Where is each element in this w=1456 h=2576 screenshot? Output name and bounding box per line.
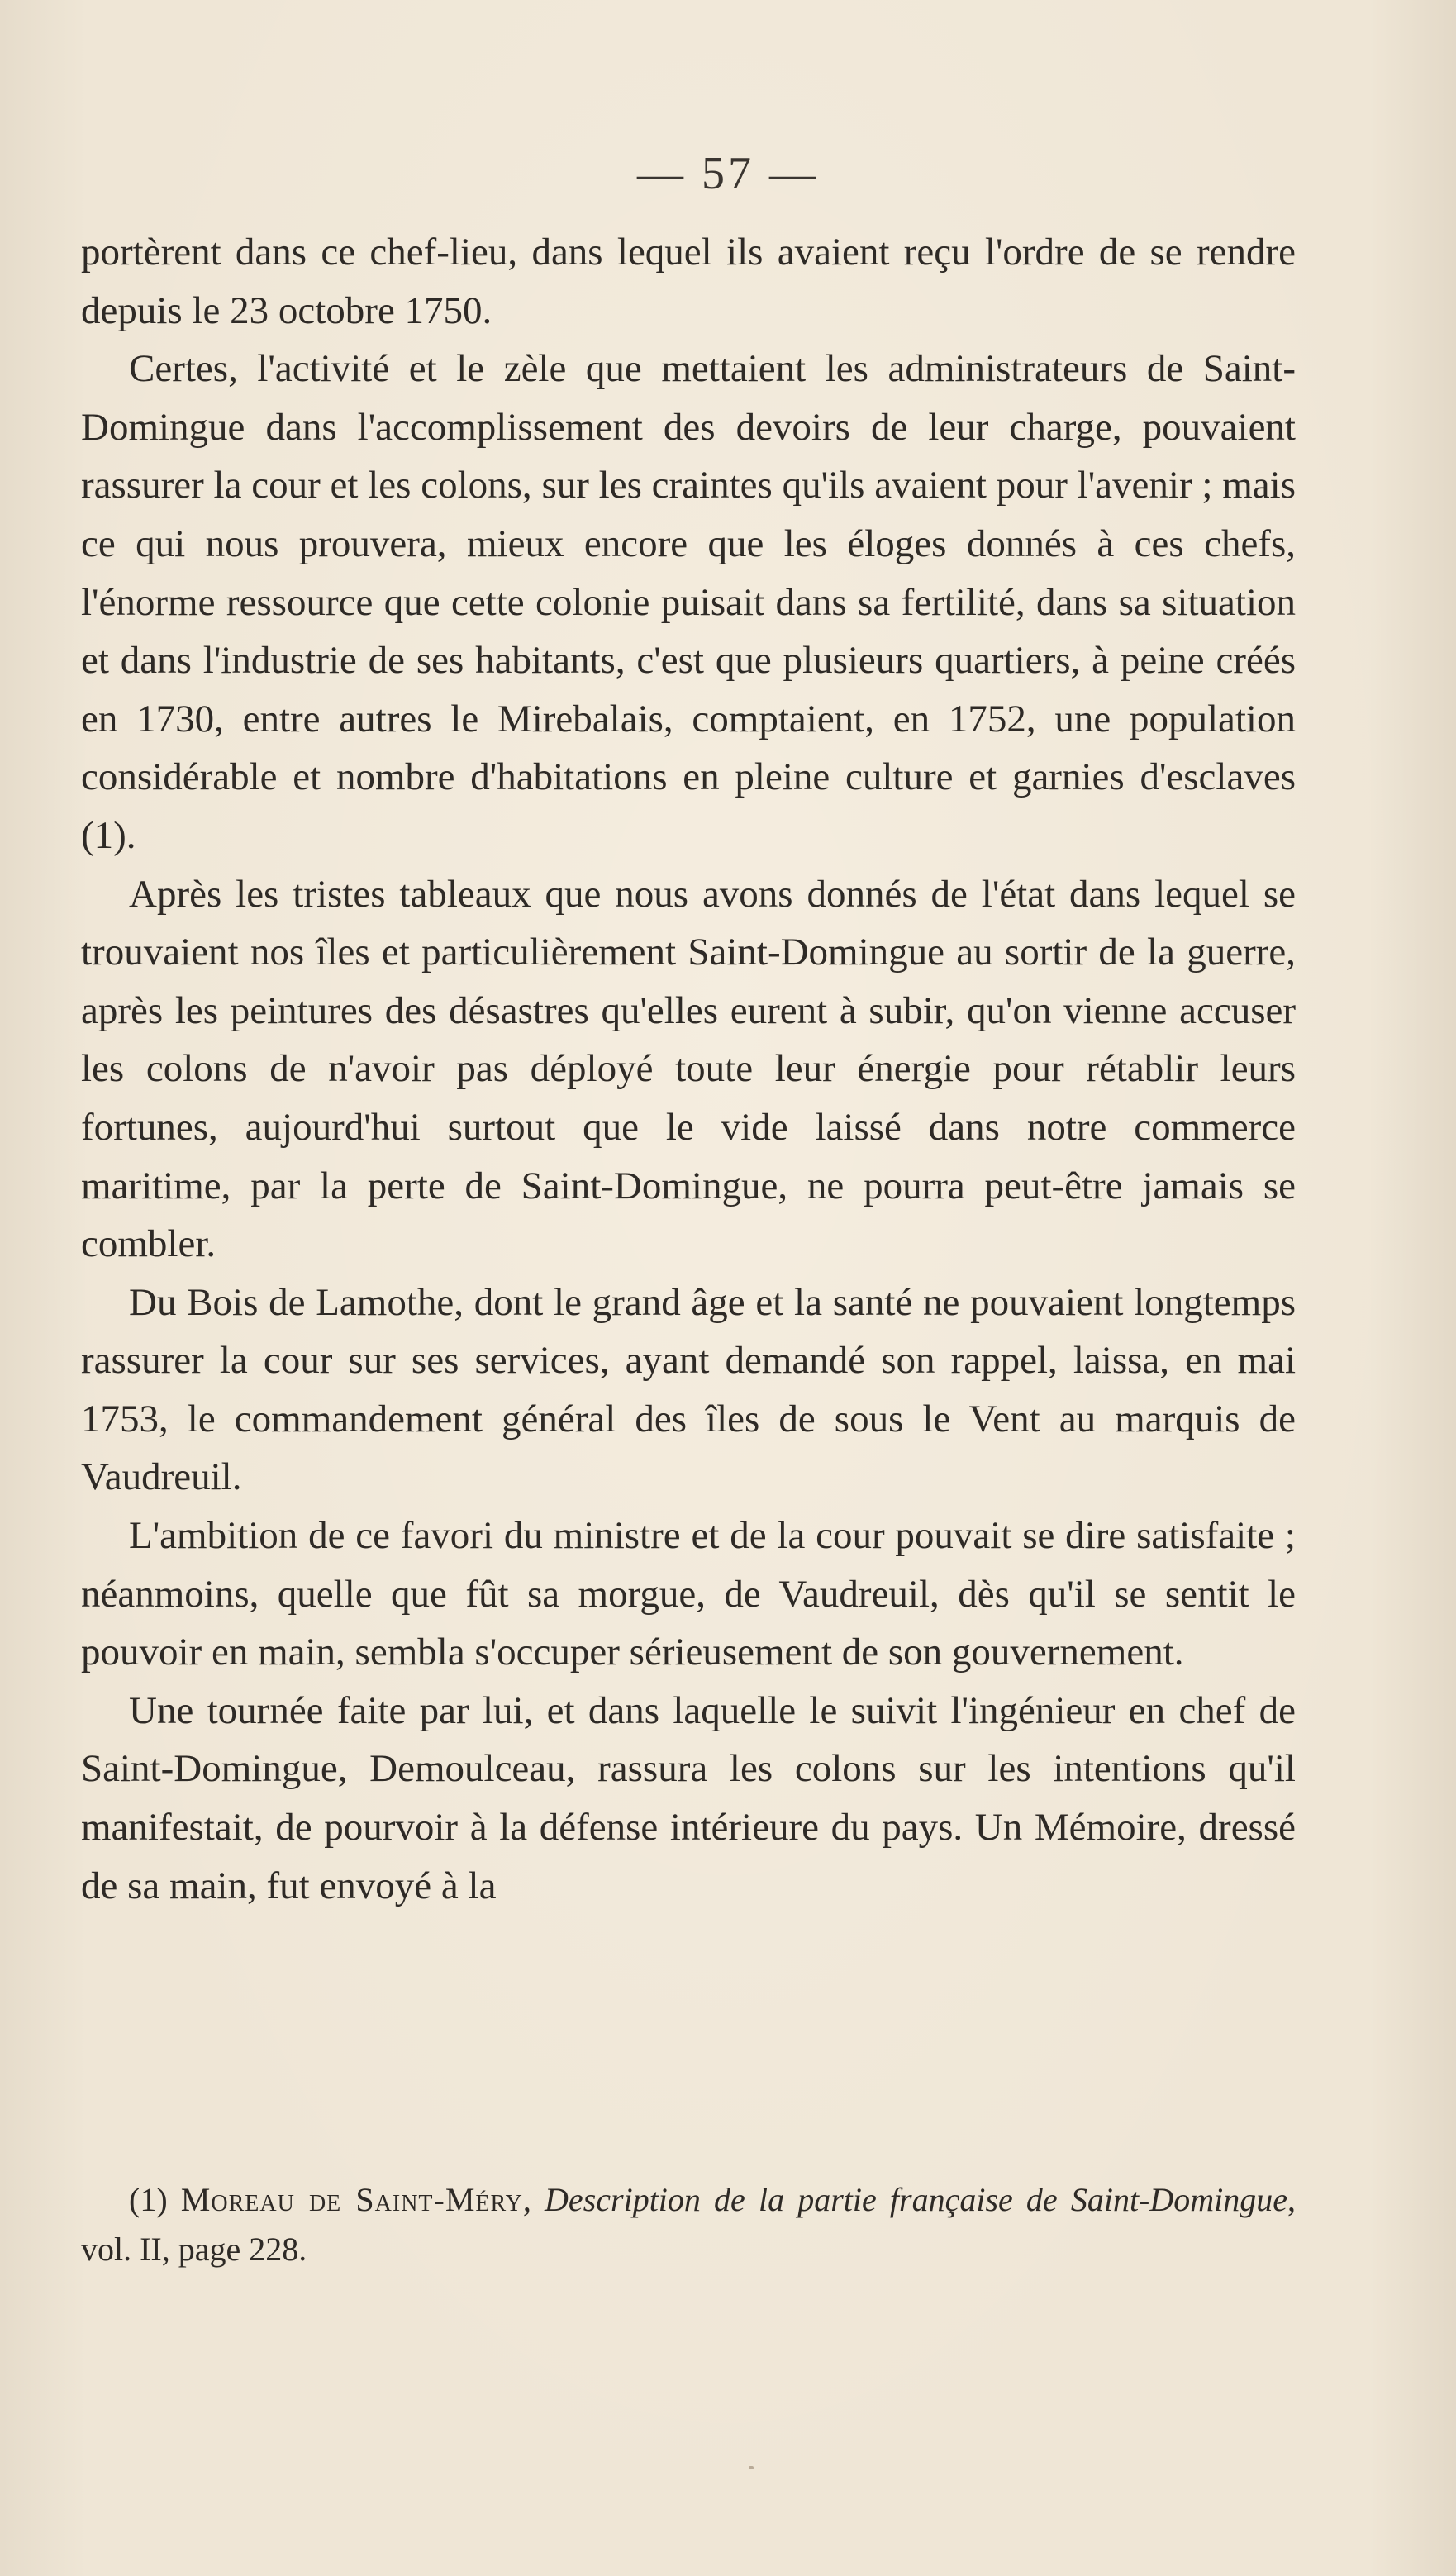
paragraph-3: Après les tristes tableaux que nous avons donnés de l'état dans lequel se trouvaient nos îles et particulièrement Saint-Domingue au sortir de la guerre, après les peintures des désastres qu'elles eurent à subir, qu'on vienne accuser les colons de n'avoir pas déployé toute leur énergie pour rétablir leurs fortunes, aujourd'hui surtout que le vide laissé dans notre commerce maritime, par la perte de Saint-Domingue, ne pourra peut-être jamais se combler. bbox=[81, 872, 1296, 1266]
page-number: — 57 — bbox=[637, 148, 819, 199]
footnote-marker: (1) bbox=[129, 2181, 168, 2218]
paragraph-5: L'ambition de ce favori du ministre et de la cour pouvait se dire satisfaite ; néanmoins, quelle que fût sa morgue, de Vaudreuil, dès qu'il se sentit le pouvoir en main, sembla s'occuper sérieusement de son gouvernement. bbox=[81, 1514, 1296, 1674]
paragraph-4: Du Bois de Lamothe, dont le grand âge et la santé ne pouvaient longtemps rassurer la cour sur ses services, ayant demandé son rappel, laissa, en mai 1753, le commandement général des îles de sous le Vent au marquis de Vaudreuil. bbox=[81, 1280, 1296, 1499]
footnote-reference: , vol. II, page 228. bbox=[81, 2181, 1297, 2268]
paragraph-1: portèrent dans ce chef-lieu, dans lequel ils avaient reçu l'ordre de se rendre depuis le 23 octobre 1750. bbox=[81, 231, 1296, 332]
footnote-author: Moreau de Saint-Méry bbox=[180, 2181, 523, 2218]
paper-speck bbox=[749, 2466, 754, 2469]
body-text bbox=[81, 223, 1296, 1915]
footnote-title: Description de la partie française de Saint-Domingue bbox=[545, 2181, 1288, 2218]
paragraph-6: Une tournée faite par lui, et dans laquelle le suivit l'ingénieur en chef de Saint-Domingue, Demoulceau, rassura les colons sur les intentions qu'il manifestait, de pourvoir à la défense intérieure du pays. Un Mémoire, dressé de sa main, fut envoyé à la bbox=[81, 1688, 1296, 1907]
paragraph-2: Certes, l'activité et le zèle que mettaient les administrateurs de Saint-Domingue dans l'accomplissement des devoirs de leur charge, pouvaient rassurer la cour et les colons, sur les craintes qu'ils avaient pour l'avenir ; mais ce qui nous prouvera, mieux encore que les éloges donnés à ces chefs, l'énorme ressource que cette colonie puisait dans sa fertilité, dans sa situation et dans l'industrie de ses habitants, c'est que plusieurs quartiers, à peine créés en 1730, entre autres le Mirebalais, comptaient, en 1752, une population considérable et nombre d'habitations en pleine culture et garnies d'esclaves (1). bbox=[81, 347, 1296, 857]
footnote: (1) Moreau de Saint-Méry, Description de la partie française de Saint-Domingue, vol. II, page 228. bbox=[81, 2181, 1297, 2268]
